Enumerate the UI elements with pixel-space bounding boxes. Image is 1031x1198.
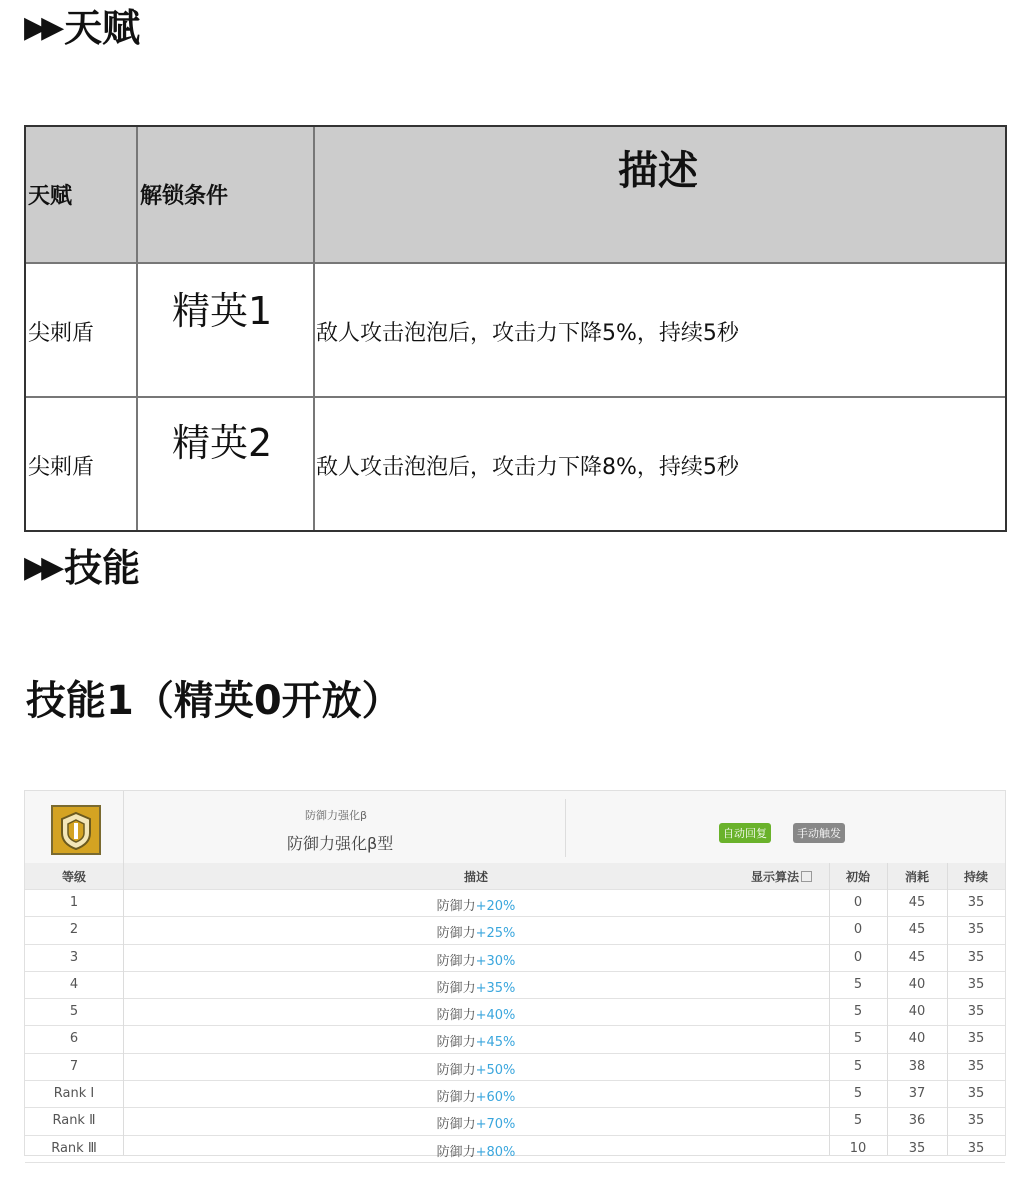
- init-cell: 5: [853, 1113, 863, 1129]
- unlock-condition: 精英2: [172, 421, 273, 465]
- manual-trigger-badge: 手动触发: [793, 823, 845, 843]
- desc-prefix: 防御力: [436, 1090, 476, 1106]
- desc-value: +25%: [475, 926, 516, 942]
- talent-table-header-row: [26, 127, 1005, 264]
- cost-cell: 35: [908, 1140, 926, 1156]
- duration-cell: 35: [967, 1004, 985, 1020]
- talent-row: [26, 398, 1005, 530]
- duration-cell: 35: [967, 1140, 985, 1156]
- header-description: 描述: [618, 148, 698, 194]
- column-divider: [887, 863, 888, 1155]
- duration-cell: 35: [967, 1086, 985, 1102]
- init-cell: 5: [853, 1058, 863, 1074]
- desc-prefix: 防御力: [436, 926, 476, 942]
- cost-cell: 40: [908, 976, 926, 992]
- desc-value: +70%: [475, 1117, 516, 1133]
- shield-icon: [51, 805, 101, 855]
- init-cell: 0: [853, 949, 863, 965]
- level-cell: 5: [69, 1004, 79, 1020]
- level-cell: 2: [69, 922, 79, 938]
- skill-section-heading: [24, 546, 140, 590]
- desc-prefix: 防御力: [436, 1144, 476, 1160]
- skill-level-row: [25, 917, 1005, 944]
- skill-name-small: 防御力强化β: [305, 809, 368, 822]
- level-cell: Rank Ⅱ: [52, 1113, 96, 1129]
- level-cell: 4: [69, 976, 79, 992]
- column-divider: [313, 127, 315, 530]
- skill-table-header-row: [25, 863, 1005, 890]
- desc-prefix: 防御力: [436, 1062, 476, 1078]
- talent-section-heading: [24, 6, 140, 50]
- talent-row: [26, 264, 1005, 398]
- level-cell: 3: [69, 949, 79, 965]
- duration-cell: 35: [967, 949, 985, 965]
- desc-cell: [123, 1086, 829, 1105]
- desc-cell: [123, 1141, 829, 1160]
- skill-card: [24, 790, 1006, 1160]
- desc-cell: [123, 1004, 829, 1023]
- skill-card-header: [25, 791, 1005, 864]
- desc-value: +20%: [475, 899, 516, 914]
- divider: [565, 799, 566, 857]
- desc-prefix: 防御力: [436, 1035, 476, 1051]
- header-duration: 持续: [963, 870, 988, 884]
- skill-level-row: [25, 1108, 1005, 1135]
- desc-prefix: 防御力: [436, 980, 476, 996]
- talent-description: 敌人攻击泡泡后，攻击力下降5%，持续5秒: [316, 321, 739, 346]
- duration-cell: 35: [967, 895, 985, 910]
- desc-cell: [123, 922, 829, 941]
- cost-cell: 45: [908, 949, 926, 965]
- desc-value: +30%: [475, 953, 516, 969]
- header-level: 等级: [61, 870, 86, 884]
- desc-prefix: 防御力: [436, 899, 476, 914]
- desc-value: +45%: [475, 1035, 516, 1051]
- header-init: 初始: [845, 870, 870, 884]
- header-desc: 描述: [463, 870, 488, 884]
- desc-cell: [123, 895, 829, 914]
- cost-cell: 45: [908, 895, 926, 910]
- level-cell: Rank Ⅲ: [51, 1140, 97, 1156]
- column-divider: [136, 127, 138, 530]
- divider: [123, 791, 124, 863]
- duration-cell: 35: [967, 1031, 985, 1047]
- desc-cell: [123, 1059, 829, 1078]
- cost-cell: 40: [908, 1004, 926, 1020]
- init-cell: 5: [853, 976, 863, 992]
- duration-cell: 35: [967, 1113, 985, 1129]
- level-cell: 7: [69, 1058, 79, 1074]
- skill-level-row: [25, 1054, 1005, 1081]
- cost-cell: 40: [908, 1031, 926, 1047]
- desc-value: +60%: [475, 1090, 516, 1106]
- init-cell: 10: [849, 1140, 867, 1156]
- cost-cell: 36: [908, 1113, 926, 1129]
- desc-cell: [123, 1031, 829, 1050]
- duration-cell: 35: [967, 1058, 985, 1074]
- desc-value: +40%: [475, 1008, 516, 1024]
- auto-recover-badge: 自动回复: [719, 823, 771, 843]
- skill-name: 防御力强化β型: [287, 834, 394, 853]
- skill-level-table: [25, 863, 1005, 1163]
- desc-cell: [123, 950, 829, 969]
- skill-level-row: [25, 972, 1005, 999]
- init-cell: 0: [853, 922, 863, 938]
- desc-cell: [123, 977, 829, 996]
- cost-cell: 38: [908, 1058, 926, 1074]
- init-cell: 5: [853, 1004, 863, 1020]
- double-arrow-icon: ▶▶: [24, 10, 59, 45]
- skill-level-row: [25, 945, 1005, 972]
- skill-level-row: [25, 890, 1005, 917]
- show-formula-label: 显示算法: [751, 870, 800, 884]
- desc-prefix: 防御力: [436, 953, 476, 969]
- cost-cell: 37: [908, 1086, 926, 1102]
- level-cell: Rank Ⅰ: [53, 1086, 95, 1102]
- desc-cell: [123, 1113, 829, 1132]
- skill-level-row: [25, 1136, 1005, 1163]
- column-divider: [829, 863, 830, 1155]
- column-divider: [123, 863, 124, 1155]
- double-arrow-icon: ▶▶: [24, 550, 59, 585]
- talent-section-title: 天赋: [64, 6, 141, 50]
- checkbox-icon[interactable]: [801, 871, 812, 882]
- duration-cell: 35: [967, 922, 985, 938]
- desc-prefix: 防御力: [436, 1008, 476, 1024]
- init-cell: 5: [853, 1086, 863, 1102]
- skill-level-row: [25, 1026, 1005, 1053]
- skill-level-row: [25, 999, 1005, 1026]
- talent-description: 敌人攻击泡泡后，攻击力下降8%，持续5秒: [316, 455, 739, 480]
- duration-cell: 35: [967, 976, 985, 992]
- init-cell: 0: [853, 895, 863, 910]
- header-cost: 消耗: [904, 870, 929, 884]
- unlock-condition: 精英1: [172, 289, 273, 333]
- header-talent: 天赋: [28, 184, 73, 209]
- skill-level-row: [25, 1081, 1005, 1108]
- desc-value: +50%: [475, 1062, 516, 1078]
- init-cell: 5: [853, 1031, 863, 1047]
- level-cell: 6: [69, 1031, 79, 1047]
- talent-name: 尖刺盾: [28, 321, 95, 346]
- talent-name: 尖刺盾: [28, 455, 95, 480]
- skill-section-title: 技能: [64, 546, 141, 590]
- column-divider: [947, 863, 948, 1155]
- desc-value: +35%: [475, 980, 516, 996]
- level-cell: 1: [69, 895, 79, 910]
- desc-value: +80%: [475, 1144, 516, 1160]
- desc-prefix: 防御力: [436, 1117, 476, 1133]
- cost-cell: 45: [908, 922, 926, 938]
- show-formula-toggle[interactable]: [751, 868, 812, 885]
- header-unlock: 解锁条件: [140, 184, 229, 209]
- skill1-heading: 技能1（精英0开放）: [26, 678, 402, 724]
- talent-table: [24, 125, 1007, 532]
